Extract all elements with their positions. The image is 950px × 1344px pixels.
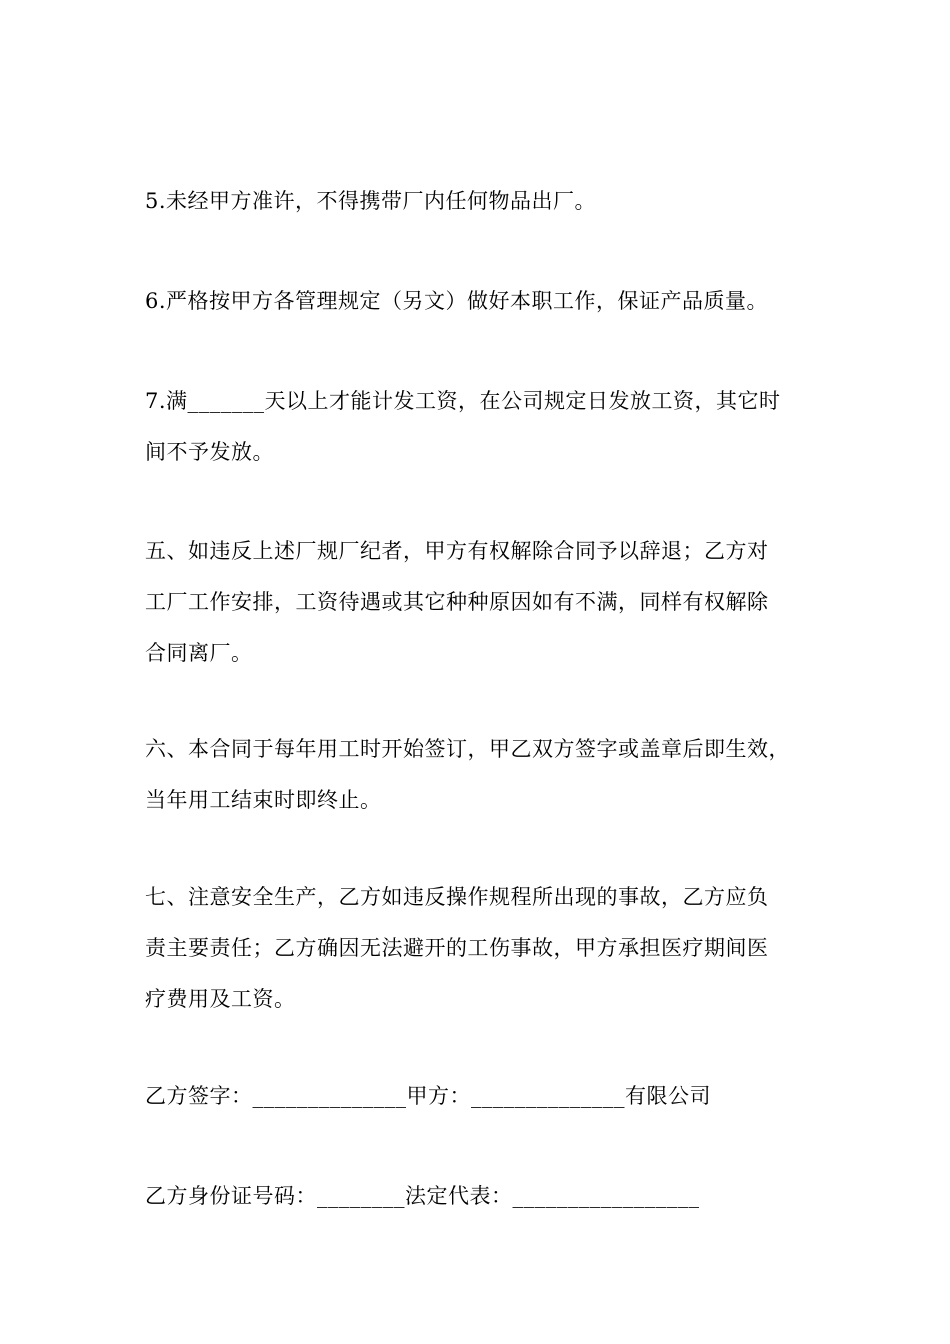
- clause-seven-line-1: 七、注意安全生产，乙方如违反操作规程所出现的事故，乙方应负: [145, 885, 769, 909]
- clause-five-line-2: 工厂工作安排，工资待遇或其它种种原因如有不满，同样有权解除: [145, 590, 769, 614]
- signature-line-2: [145, 1171, 835, 1222]
- clause-five-line-1: 五、如违反上述厂规厂纪者，甲方有权解除合同予以辞退；乙方对: [145, 539, 769, 563]
- clause-six-line-2: 当年用工结束时即终止。: [145, 788, 382, 812]
- item-7-line-2: 间不予发放。: [145, 440, 274, 464]
- item-7-line-1: 7.满_______天以上才能计发工资，在公司规定日发放工资，其它时: [145, 389, 781, 413]
- clause-six-line-1: 六、本合同于每年用工时开始签订，甲乙双方签字或盖章后即生效，: [145, 737, 790, 761]
- item-5: [145, 176, 835, 227]
- clause-seven-line-2: 责主要责任；乙方确因无法避开的工伤事故，甲方承担医疗期间医: [145, 936, 769, 960]
- item-7: [145, 376, 835, 478]
- signature-line-1: [145, 1071, 835, 1122]
- item-6-text: 6.严格按甲方各管理规定（另文）做好本职工作，保证产品质量。: [145, 289, 769, 313]
- signature-line-1-text: 乙方签字：______________甲方：______________有限公司: [145, 1084, 711, 1108]
- signature-line-2-text: 乙方身份证号码：________法定代表：_________________: [145, 1184, 700, 1208]
- clause-seven-line-3: 疗费用及工资。: [145, 987, 296, 1011]
- clause-five-line-3: 合同离厂。: [145, 641, 253, 665]
- item-6: [145, 276, 835, 327]
- clause-seven: [145, 872, 835, 1025]
- clause-five: [145, 526, 835, 679]
- clause-six: [145, 724, 835, 826]
- item-5-text: 5.未经甲方准许，不得携带厂内任何物品出厂。: [145, 189, 597, 213]
